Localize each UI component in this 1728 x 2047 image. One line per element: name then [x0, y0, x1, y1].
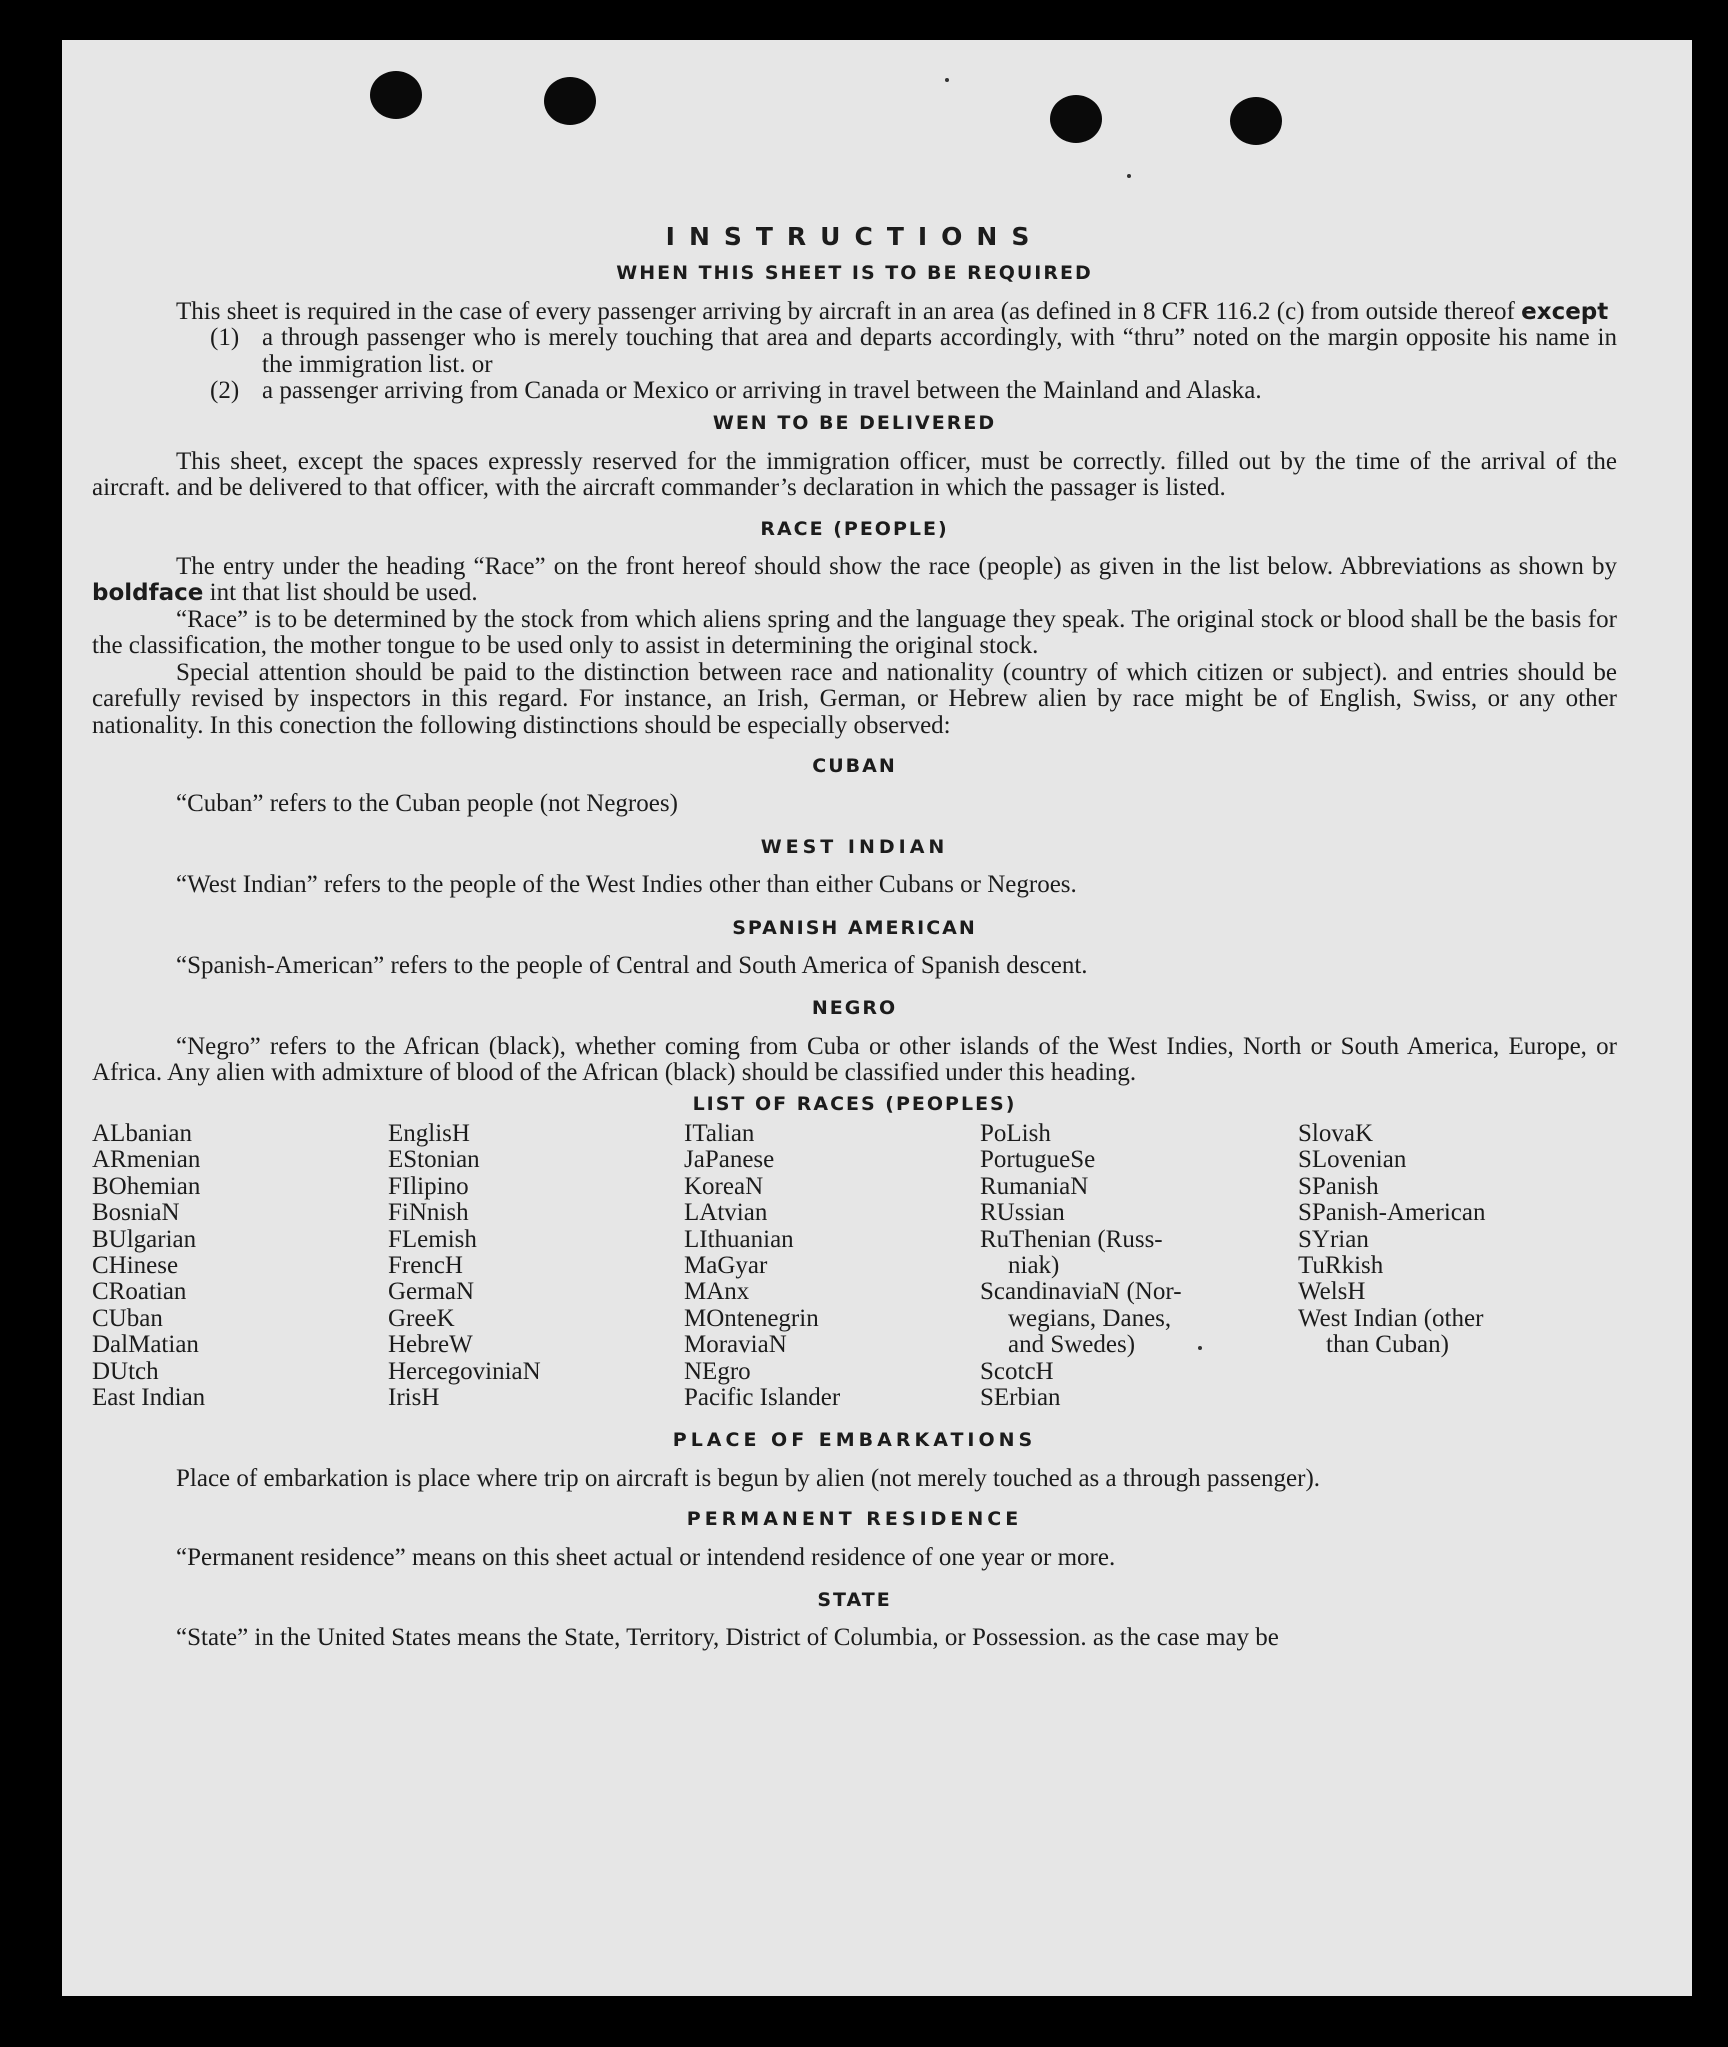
race-entry: SPanish-American	[1298, 1199, 1486, 1227]
race-entry: EnglisH	[388, 1119, 470, 1147]
item-text: a passenger arriving from Canada or Mexico or arriving in travel between the Mainland and Alaska.	[262, 377, 1262, 405]
races-column	[1298, 1121, 1598, 1411]
boldface-bold: boldface	[92, 580, 204, 607]
list-item	[92, 325, 1617, 378]
heading-cuban: CUBAN	[812, 754, 897, 777]
item-number: (2)	[210, 377, 240, 405]
race-entry-continuation: than Cuban)	[1326, 1331, 1449, 1359]
race-entry: MAnx	[684, 1278, 750, 1306]
when-required-intro-text: This sheet is required in the case of every passenger arriving by aircraft in an area (as defined in 8 CFR 116.2 (c) from outside thereof	[176, 297, 1522, 325]
heading-when-required: WHEN THIS SHEET IS TO BE REQUIRED	[616, 262, 1093, 285]
race-entry: ScotcH	[980, 1357, 1054, 1385]
race-entry: CUban	[92, 1304, 163, 1332]
heading-west-indian: WEST INDIAN	[760, 835, 949, 858]
race-entry: SPanish	[1298, 1172, 1379, 1200]
delivered-text: This sheet, except the spaces expressly reserved for the immigration officer, must be correctly. filled out by the time of the arrival of the aircraft. and be delivered to that officer, with the aircraft commander’s declaration in which the passager is listed.	[92, 447, 1617, 502]
race-entry: ALbanian	[92, 1119, 192, 1147]
races-column	[388, 1121, 684, 1411]
page-title: INSTRUCTIONS	[665, 222, 1044, 251]
race-entry: LAtvian	[684, 1199, 768, 1227]
race-entry: BosniaN	[92, 1199, 180, 1227]
cuban-text: “Cuban” refers to the Cuban people (not Negroes)	[176, 790, 678, 818]
race-entry: PortugueSe	[980, 1146, 1096, 1174]
race-entry: West Indian (other	[1298, 1304, 1484, 1332]
race-entry: MOntenegrin	[684, 1304, 819, 1332]
race-entry: DUtch	[92, 1357, 159, 1385]
heading-spanish-american: SPANISH AMERICAN	[732, 916, 977, 939]
race-entry: RuThenian (Russ-	[980, 1225, 1163, 1253]
instructions-body	[92, 185, 1617, 1652]
race-entry: Pacific Islander	[684, 1384, 841, 1412]
race-entry: RumaniaN	[980, 1172, 1089, 1200]
race-entry: KoreaN	[684, 1172, 764, 1200]
race-entry: NEgro	[684, 1357, 751, 1385]
race-entry: LIthuanian	[684, 1225, 794, 1253]
heading-race: RACE (PEOPLE)	[760, 517, 949, 540]
heading-negro: NEGRO	[811, 997, 898, 1020]
race-entry: IrisH	[388, 1384, 440, 1412]
race-entry: ARmenian	[92, 1146, 201, 1174]
race-entry: JaPanese	[684, 1146, 775, 1174]
race-entry: CHinese	[92, 1252, 179, 1279]
race-entry: MoraviaN	[684, 1331, 787, 1359]
punch-hole	[544, 77, 596, 125]
except-bold: except	[1521, 298, 1609, 325]
negro-text: “Negro” refers to the African (black), whether coming from Cuba or other islands of the West Indies, North or South America, Europe, or Africa. Any alien with admixture of blood of the African (black) should be classified under this heading.	[92, 1032, 1617, 1087]
race-p1-text: The entry under the heading “Race” on the front hereof should show the race (people) as given in the list below. Abbreviations as shown by	[176, 553, 1617, 581]
heading-state: STATE	[817, 1589, 892, 1612]
item-text: a through passenger who is merely touching that area and departs accordingly, with “thru” noted on the margin opposite his name in the immigration list. or	[262, 324, 1617, 378]
race-entry: FIlipino	[388, 1172, 469, 1200]
race-entry: MaGyar	[684, 1252, 768, 1279]
race-entry-continuation: and Swedes)	[1008, 1331, 1136, 1359]
race-entry: GreeK	[388, 1304, 455, 1332]
document-sheet	[62, 40, 1692, 1996]
heading-list-of-races: LIST OF RACES (PEOPLES)	[692, 1092, 1017, 1115]
race-entry: SErbian	[980, 1384, 1061, 1412]
item-number: (1)	[210, 324, 240, 352]
embarkation-text: Place of embarkation is place where trip on aircraft is begun by alien (not merely touched as a through passenger).	[176, 1464, 1321, 1492]
race-paragraph-1	[92, 554, 1617, 607]
state-text: “State” in the United States means the State, Territory, District of Columbia, or Possession. as the case may be	[176, 1624, 1279, 1652]
race-paragraph-2: “Race” is to be determined by the stock from which aliens spring and the language they speak. The original stock or blood shall be the basis for the classification, the mother tongue to be used only to assist in determining the original stock.	[92, 605, 1617, 660]
punch-hole	[370, 71, 422, 119]
heading-embarkation: PLACE OF EMBARKATIONS	[672, 1429, 1037, 1452]
race-entry: East Indian	[92, 1384, 206, 1412]
race-paragraph-3: Special attention should be paid to the distinction between race and nationality (country of which citizen or subject). and entries should be carefully revised by inspectors in this regard. For instance, an Irish, German, or Hebrew alien by race might be of English, Swiss, or any other nationality. In this conection the following distinctions should be especially observed:	[92, 658, 1617, 739]
list-item	[92, 378, 1617, 404]
race-entry: HercegoviniaN	[388, 1357, 541, 1385]
heading-permanent-residence: PERMANENT RESIDENCE	[686, 1508, 1023, 1531]
race-entry: RUssian	[980, 1199, 1065, 1227]
heading-delivered: WEN TO BE DELIVERED	[712, 412, 997, 435]
race-entry: DalMatian	[92, 1331, 199, 1359]
race-entry: EStonian	[388, 1146, 480, 1174]
race-p1-tail: int that list should be used.	[203, 579, 478, 607]
race-entry: PoLish	[980, 1119, 1051, 1147]
race-entry: SLovenian	[1298, 1146, 1407, 1174]
race-entry-continuation: niak)	[1008, 1252, 1060, 1279]
race-entry: FrencH	[388, 1252, 463, 1279]
race-entry: TuRkish	[1298, 1252, 1384, 1279]
race-entry: HebreW	[388, 1331, 473, 1359]
race-entry: BUlgarian	[92, 1225, 197, 1253]
race-entry: BOhemian	[92, 1172, 201, 1200]
races-column	[684, 1121, 980, 1411]
race-entry: SlovaK	[1298, 1119, 1373, 1147]
race-entry: GermaN	[388, 1278, 475, 1306]
west-indian-text: “West Indian” refers to the people of the West Indies other than either Cubans or Negroes.	[176, 871, 1077, 899]
spanish-american-text: “Spanish-American” refers to the people of Central and South America of Spanish descent.	[176, 951, 1088, 979]
race-entry: FLemish	[388, 1225, 477, 1253]
residence-text: “Permanent residence” means on this sheet actual or intendend residence of one year or more.	[176, 1543, 1116, 1571]
races-table	[92, 1121, 1617, 1411]
race-entry: SYrian	[1298, 1225, 1369, 1253]
when-required-intro	[92, 299, 1617, 325]
punch-hole	[1230, 97, 1282, 145]
race-entry-continuation: wegians, Danes,	[1008, 1304, 1172, 1332]
races-column	[980, 1121, 1298, 1411]
race-entry: ITalian	[684, 1119, 755, 1147]
race-entry: CRoatian	[92, 1278, 187, 1306]
races-column	[92, 1121, 388, 1411]
race-entry: ScandinaviaN (Nor-	[980, 1278, 1182, 1306]
dust-speck	[1127, 174, 1131, 178]
race-entry: FiNnish	[388, 1199, 469, 1227]
race-entry: WelsH	[1298, 1278, 1366, 1306]
punch-hole	[1050, 95, 1102, 143]
dust-speck	[945, 78, 949, 82]
